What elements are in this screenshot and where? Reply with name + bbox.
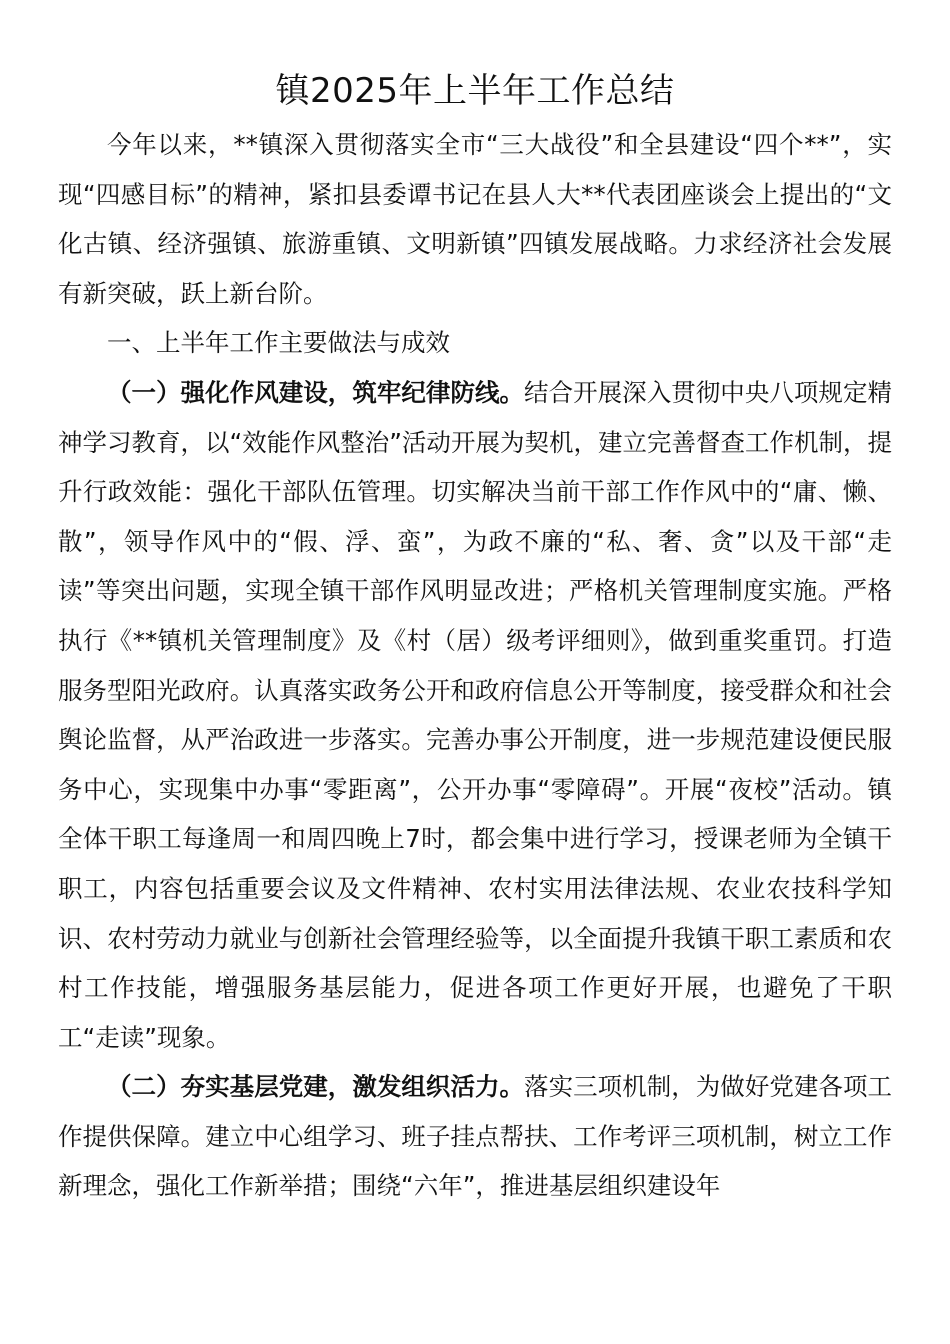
section-heading: 一、上半年工作主要做法与成效: [107, 328, 450, 358]
item-1-paragraph: [58, 368, 892, 1062]
item-1-lead: （一）强化作风建设，筑牢纪律防线。: [107, 377, 525, 407]
item-1-body: 结合开展深入贯彻中央八项规定精神学习教育，以“效能作风整治”活动开展为契机，建立完善督查工作机制，提升行政效能：强化干部队伍管理。切实解决当前干部工作作风中的“庸、懒、散”，领导作风中的“假、浮、蛮”，为政不廉的“私、奢、贪”以及干部“走读”等突出问题，实现全镇干部作风明显改进；严格机关管理制度实施。严格执行《**镇机关管理制度》及《村（居）级考评细则》，做到重奖重罚。打造服务型阳光政府。认真落实政务公开和政府信息公开等制度，接受群众和社会舆论监督，从严治政进一步落实。完善办事公开制度，进一步规范建设便民服务中心，实现集中办事“零距离”，公开办事“零障碍”。开展“夜校”活动。镇全体干职工每逢周一和周四晚上7时，都会集中进行学习，授课老师为全镇干职工，内容包括重要会议及文件精神、农村实用法律法规、农业农技科学知识、农村劳动力就业与创新社会管理经验等，以全面提升我镇干职工素质和农村工作技能，增强服务基层能力，促进各项工作更好开展，也避免了干职工“走读”现象。: [58, 377, 892, 1052]
document-title: 镇2025年上半年工作总结: [275, 71, 675, 111]
item-2-paragraph: [58, 1062, 892, 1211]
intro-paragraph: 今年以来，**镇深入贯彻落实全市“三大战役”和全县建设“四个**”，实现“四感目标”的精神，紧扣县委谭书记在县人大**代表团座谈会上提出的“文化古镇、经济强镇、旅游重镇、文明新镇”四镇发展战略。力求经济社会发展有新突破，跃上新台阶。: [58, 130, 892, 308]
item-2-body: 落实三项机制，为做好党建各项工作提供保障。建立中心组学习、班子挂点帮扶、工作考评三项机制，树立工作新理念，强化工作新举措；围绕“六年”，推进基层组织建设年: [58, 1072, 892, 1201]
item-2-lead: （二）夯实基层党建，激发组织活力。: [107, 1072, 525, 1102]
